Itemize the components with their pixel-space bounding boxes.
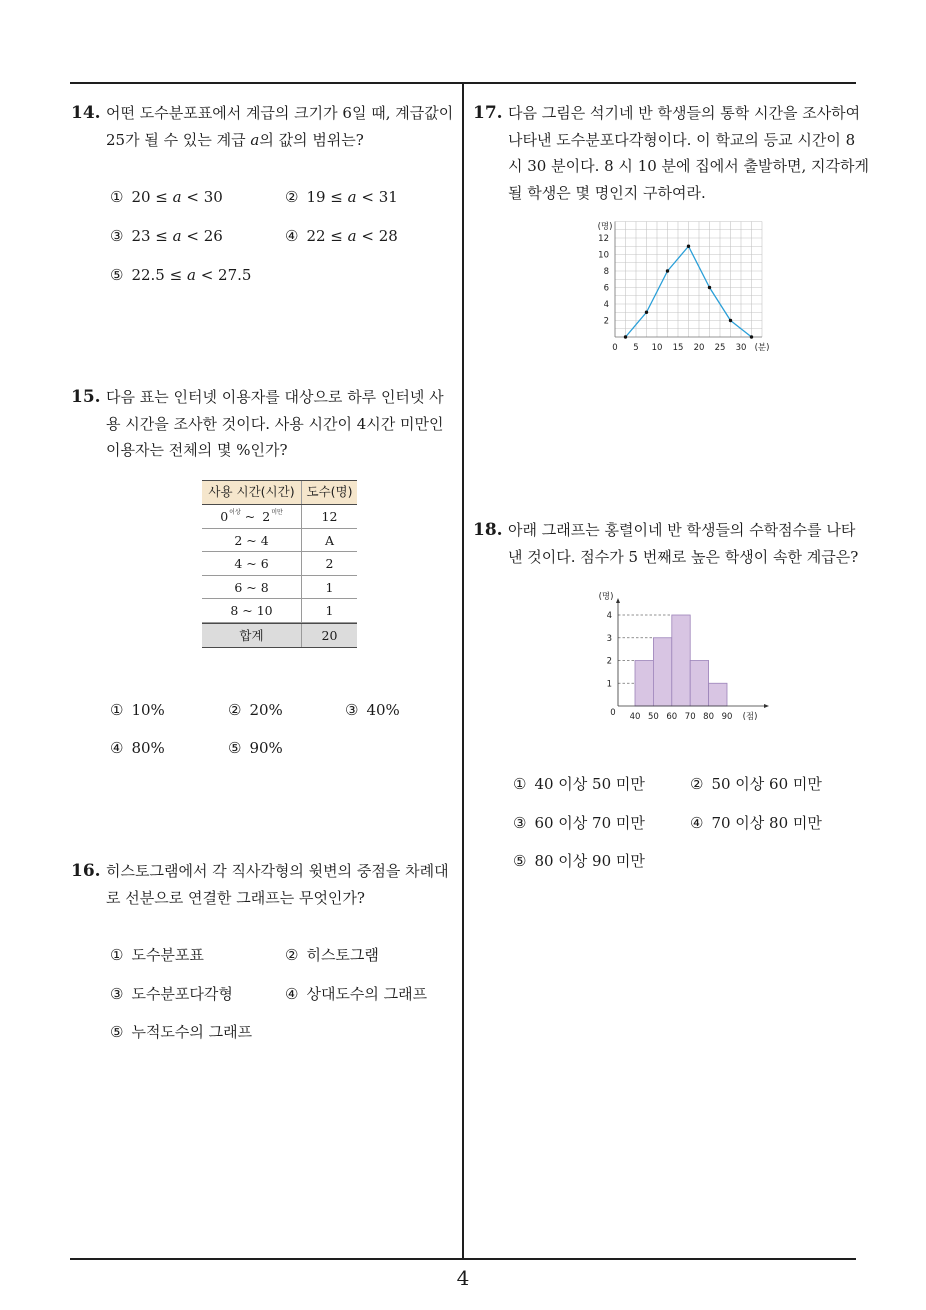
option-text: 60 이상 70 미만 [534,814,645,832]
question-line: 히스토그램에서 각 직사각형의 윗변의 중점을 차례대 [106,862,449,880]
option-text: 80% [131,739,165,757]
option-number: ③ [513,814,527,832]
q16-option-3 [110,981,233,1008]
option-number: ① [110,701,124,719]
histogram-bar [635,661,653,707]
q15-option-3 [345,697,400,724]
q18-option-4 [690,810,822,837]
q14-option-5 [110,262,251,289]
option-text: 누적도수의 그래프 [131,1023,253,1041]
interval-note-inclusive: 이상 [229,509,241,516]
question-number: 17. [473,103,503,123]
x-tick-label: 70 [684,712,696,722]
q16-option-1 [110,942,204,969]
option-lhs: 22.5 ≤ [131,266,187,284]
option-number: ⑤ [110,266,124,284]
question-text [106,100,453,153]
q18-option-2 [690,771,822,798]
column-divider [462,82,464,1259]
x-axis-arrow [764,704,769,708]
y-tick-label: 1 [606,679,612,690]
y-tick-label: 4 [606,611,612,621]
variable-a: a [186,266,196,284]
x-tick-label: 0 [612,343,618,353]
x-tick-label: 20 [693,343,705,353]
question-line: 낸 것이다. 점수가 5 번째로 높은 학생이 속한 계급은? [508,547,859,566]
q16-option-4 [285,981,427,1008]
frequency-cell: 1 [325,603,334,618]
y-tick-label: 2 [603,316,609,327]
y-axis-arrow [616,598,620,603]
option-text: 10% [131,701,165,719]
frequency-cell: 1 [325,579,334,595]
option-number: ③ [110,985,124,1003]
question-line: 다음 표는 인터넷 이용자를 대상으로 하루 인터넷 사 [106,388,444,406]
x-tick-label: 90 [721,712,733,722]
question-number: 15. [71,387,101,407]
x-tick-label: 25 [714,343,726,353]
option-number: ② [228,701,242,719]
x-tick-label: 15 [672,343,684,353]
option-text: 히스토그램 [306,946,379,964]
question-text [508,517,858,570]
data-point [666,269,669,272]
option-lhs: 22 ≤ [306,227,348,245]
y-axis-label: (명) [597,222,613,232]
q15-option-1 [110,697,165,724]
frequency-cell: A [324,532,335,548]
question-line [106,127,453,154]
x-tick-label: 30 [735,343,747,353]
question-number: 16. [71,861,101,881]
option-number: ⑤ [228,739,242,757]
option-number: ③ [345,701,359,719]
option-text: 80 이상 90 미만 [534,852,645,870]
total-frequency: 20 [321,627,338,643]
q14-option-3 [110,223,223,250]
q18-option-5 [513,848,645,875]
table-row [202,552,357,576]
interval-note-exclusive: 미만 [271,509,283,516]
x-tick-label: 10 [651,343,663,353]
q15-option-5 [228,735,283,762]
y-axis-label: (명) [598,592,614,602]
data-point [645,311,648,314]
class-interval [202,505,302,528]
question-line: 시 30 분이다. 8 시 10 분에 집에서 출발하면, 지각하게 [508,157,869,176]
q15-option-4 [110,735,165,762]
y-tick-label: 12 [598,234,609,244]
q16-option-5 [110,1019,252,1046]
x-axis-label: (분) [754,343,770,353]
variable-a: a [172,188,182,206]
option-number: ① [110,946,124,964]
q16-option-2 [285,942,379,969]
variable-a: a [250,130,260,149]
option-number: ① [110,188,124,206]
x-tick-label: 40 [629,712,641,722]
option-lhs: 19 ≤ [306,188,348,206]
y-tick-label: 4 [603,300,609,310]
x-tick-label: 5 [633,343,639,353]
option-number: ④ [285,227,299,245]
question-line: 어떤 도수분포표에서 계급의 크기가 6일 때, 계급값이 [106,104,454,122]
y-tick-label: 6 [603,283,609,294]
q14-option-1 [110,184,223,211]
frequency-cell: 2 [325,556,334,571]
data-point [729,319,732,322]
interval-end: 2 [262,509,271,524]
q15-option-2 [228,697,283,724]
histogram-bar [672,615,690,706]
y-tick-label: 3 [606,633,612,644]
option-text: 50 이상 60 미만 [711,775,822,793]
option-number: ④ [690,814,704,832]
question-line: 될 학생은 몇 명인지 구하여라. [508,184,706,203]
q14-option-2 [285,184,398,211]
origin-label: 0 [610,708,616,718]
data-point [708,286,711,289]
column-header-usage-time: 사용 시간(시간) [202,481,302,504]
option-number: ① [513,775,527,793]
histogram-chart [588,584,778,724]
option-rhs: < 30 [181,188,223,206]
histogram-bar [653,638,671,706]
x-tick-label: 50 [647,712,659,722]
option-number: ⑤ [110,1023,124,1041]
frequency-cell: 12 [321,509,338,524]
variable-a: a [347,227,357,245]
option-text: 70 이상 80 미만 [711,814,822,832]
option-rhs: < 28 [356,227,398,245]
table-total-row [202,623,357,648]
option-number: ② [285,946,299,964]
question-text [106,858,449,911]
question-line: 아래 그래프는 홍렬이네 반 학생들의 수학점수를 나타 [508,521,856,539]
option-text: 40% [366,701,400,719]
y-tick-label: 2 [606,656,612,667]
y-tick-label: 8 [603,267,609,277]
frequency-table [202,480,357,648]
option-number: ④ [110,739,124,757]
table-row [202,576,357,600]
data-point [750,335,753,338]
option-number: ② [285,188,299,206]
question-line: 나타낸 도수분포다각형이다. 이 학교의 등교 시간이 8 [508,130,856,149]
q18-option-3 [513,810,645,837]
option-lhs: 23 ≤ [131,227,173,245]
option-lhs: 20 ≤ [131,188,173,206]
table-row [202,529,357,553]
column-header-frequency: 도수(명) [306,484,353,499]
variable-a: a [172,227,182,245]
class-interval: 4 ~ 6 [202,552,302,575]
question-line: 용 시간을 조사한 것이다. 사용 시간이 4시간 미만인 [106,414,444,433]
question-line: 이용자는 전체의 몇 %인가? [106,441,288,460]
option-rhs: < 27.5 [195,266,252,284]
page-number: 4 [456,1266,470,1290]
option-text: 도수분포표 [131,946,204,964]
option-text: 40 이상 50 미만 [534,775,645,793]
option-number: ④ [285,985,299,1003]
bottom-rule [70,1258,856,1260]
question-line: 다음 그림은 석기네 반 학생들의 통학 시간을 조사하여 [508,104,861,122]
data-point [687,245,690,248]
class-interval: 6 ~ 8 [202,576,302,599]
y-tick-label: 10 [598,250,609,261]
frequency-polygon-chart [588,214,778,354]
histogram-bar [690,661,708,707]
x-tick-label: 80 [703,712,715,722]
option-number: ② [690,775,704,793]
table-row [202,599,357,623]
option-text: 상대도수의 그래프 [306,985,428,1003]
question-number: 14. [71,103,101,123]
variable-a: a [347,188,357,206]
option-rhs: < 31 [356,188,398,206]
question-line: 로 선분으로 연결한 그래프는 무엇인가? [106,888,365,907]
question-number: 18. [473,520,503,540]
text-fragment: 25가 될 수 있는 계급 [106,130,251,149]
x-tick-label: 60 [666,712,678,722]
interval-separator: ~ [244,509,256,524]
option-text: 20% [249,701,283,719]
data-point [624,335,627,338]
question-text [508,100,869,207]
x-axis-label: (점) [742,712,758,722]
interval-start: 0 [220,509,229,524]
option-text: 90% [249,739,283,757]
q14-option-4 [285,223,398,250]
option-rhs: < 26 [181,227,223,245]
q18-option-1 [513,771,645,798]
histogram-bar [709,683,727,706]
text-fragment: 의 값의 범위는? [259,130,364,149]
table-row [202,505,357,529]
option-number: ③ [110,227,124,245]
class-interval: 8 ~ 10 [202,599,302,622]
class-interval: 2 ~ 4 [202,529,302,552]
question-text [106,384,444,464]
option-number: ⑤ [513,852,527,870]
total-label: 합계 [202,624,302,647]
option-text: 도수분포다각형 [131,985,233,1003]
table-header-row [202,480,357,505]
